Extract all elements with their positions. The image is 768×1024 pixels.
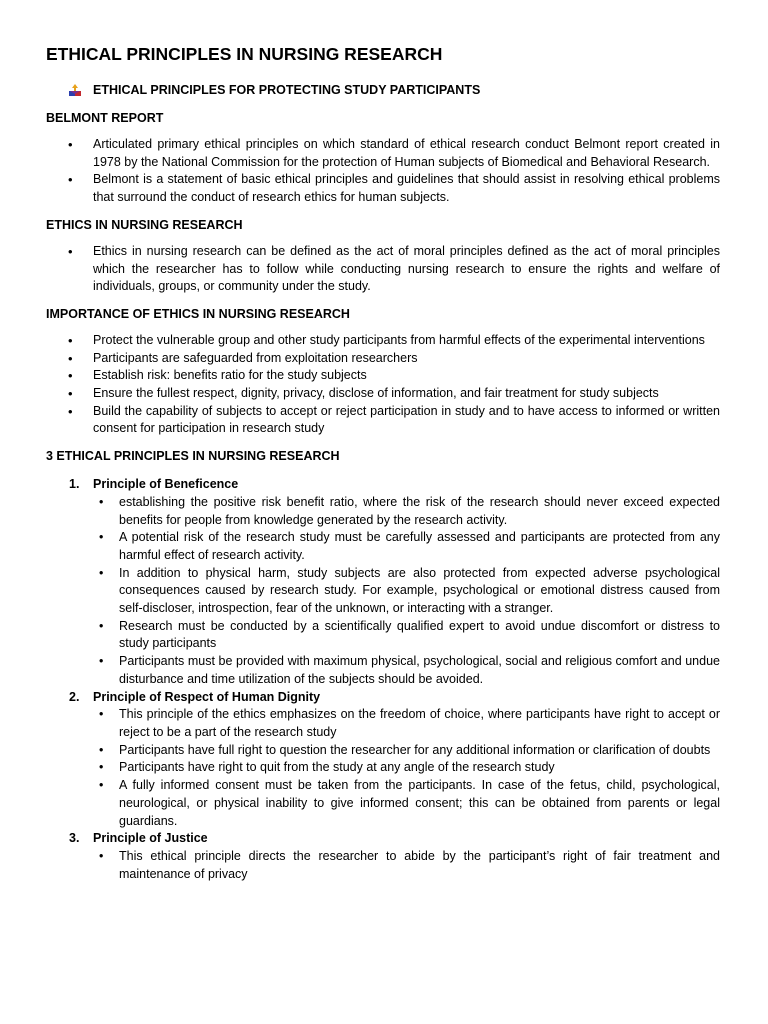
principle-item <box>46 830 720 883</box>
principle-sublist <box>93 848 720 883</box>
list-item: • In addition to physical harm, study subjects are also protected from expected adverse psychological consequences caused by research study. For example, psychological or emotional distress caused from self-discloser, introspection, fear of the unknown, or interacting with a stranger. <box>93 565 720 618</box>
importance-list <box>46 332 720 438</box>
section-subtitle <box>68 82 720 98</box>
list-item: • Participants have right to quit from the study at any angle of the research study <box>93 759 720 777</box>
arrow-bullet-icon <box>68 83 82 97</box>
list-item: • This principle of the ethics emphasizes on the freedom of choice, where participants have right to accept or reject to be a part of the research study <box>93 706 720 741</box>
subtitle-text: ETHICAL PRINCIPLES FOR PROTECTING STUDY PARTICIPANTS <box>93 83 481 97</box>
list-item: • Articulated primary ethical principles on which standard of ethical research conduct Belmont report created in 1978 by the National Commission for the protection of Human subjects of Biomedical and Behavioral Research. <box>46 136 720 171</box>
principle-number: 2. <box>69 689 80 704</box>
belmont-heading: BELMONT REPORT <box>46 111 164 125</box>
list-item: • Belmont is a statement of basic ethical principles and guidelines that should assist in resolving ethical problems that surround the conduct of research ethics for human subjects. <box>46 171 720 206</box>
list-item: • This ethical principle directs the researcher to abide by the participant’s right of fair treatment and maintenance of privacy <box>93 848 720 883</box>
ethics-list <box>46 243 720 296</box>
list-item: • A fully informed consent must be taken from the participants. In case of the fetus, child, psychological, neurological, or physical inability to give informed consent; this can be obtained from parents or legal guardians. <box>93 777 720 830</box>
importance-heading: IMPORTANCE OF ETHICS IN NURSING RESEARCH <box>46 306 350 321</box>
list-item: • Protect the vulnerable group and other study participants from harmful effects of the experimental interventions <box>46 332 720 350</box>
principle-sublist <box>93 706 720 830</box>
principle-title: Principle of Beneficence <box>93 477 239 492</box>
principle-number: 1. <box>69 477 80 492</box>
principle-item <box>46 476 720 688</box>
page-title: ETHICAL PRINCIPLES IN NURSING RESEARCH <box>46 44 443 64</box>
list-item: • Ensure the fullest respect, dignity, privacy, disclose of information, and fair treatment for study subjects <box>46 385 720 403</box>
principles-list <box>46 476 720 883</box>
document-page <box>46 42 720 883</box>
list-item: • Participants must be provided with maximum physical, psychological, social and religious comfort and undue disturbance and time utilization of the subjects should be avoided. <box>93 653 720 688</box>
list-item: • Participants are safeguarded from exploitation researchers <box>46 350 720 368</box>
list-item: • Ethics in nursing research can be defined as the act of moral principles defined as the act of moral principles which the researcher has to follow while conducting nursing research to ensure the rights and welfare of individuals, groups, or community under the study. <box>46 243 720 296</box>
list-item: • Build the capability of subjects to accept or reject participation in study and to have access to informed or written consent for participation in research study <box>46 403 720 438</box>
belmont-list <box>46 136 720 207</box>
list-item: • A potential risk of the research study must be carefully assessed and participants are protected from any harmful effect of research activity. <box>93 529 720 564</box>
ethics-heading: ETHICS IN NURSING RESEARCH <box>46 217 243 232</box>
principle-title: Principle of Justice <box>93 831 208 846</box>
list-item: • Establish risk: benefits ratio for the study subjects <box>46 367 720 385</box>
principle-item <box>46 689 720 831</box>
principle-title: Principle of Respect of Human Dignity <box>93 689 321 704</box>
list-item: • Research must be conducted by a scientifically qualified expert to avoid undue discomfort or distress to study participants <box>93 618 720 653</box>
list-item: • establishing the positive risk benefit ratio, where the risk of the research should never exceed expected benefits for people from knowledge generated by the research activity. <box>93 494 720 529</box>
principle-sublist <box>93 494 720 689</box>
principle-number: 3. <box>69 831 80 846</box>
list-item: • Participants have full right to question the researcher for any additional information or clarification of doubts <box>93 742 720 760</box>
principles-heading: 3 ETHICAL PRINCIPLES IN NURSING RESEARCH <box>46 449 340 464</box>
